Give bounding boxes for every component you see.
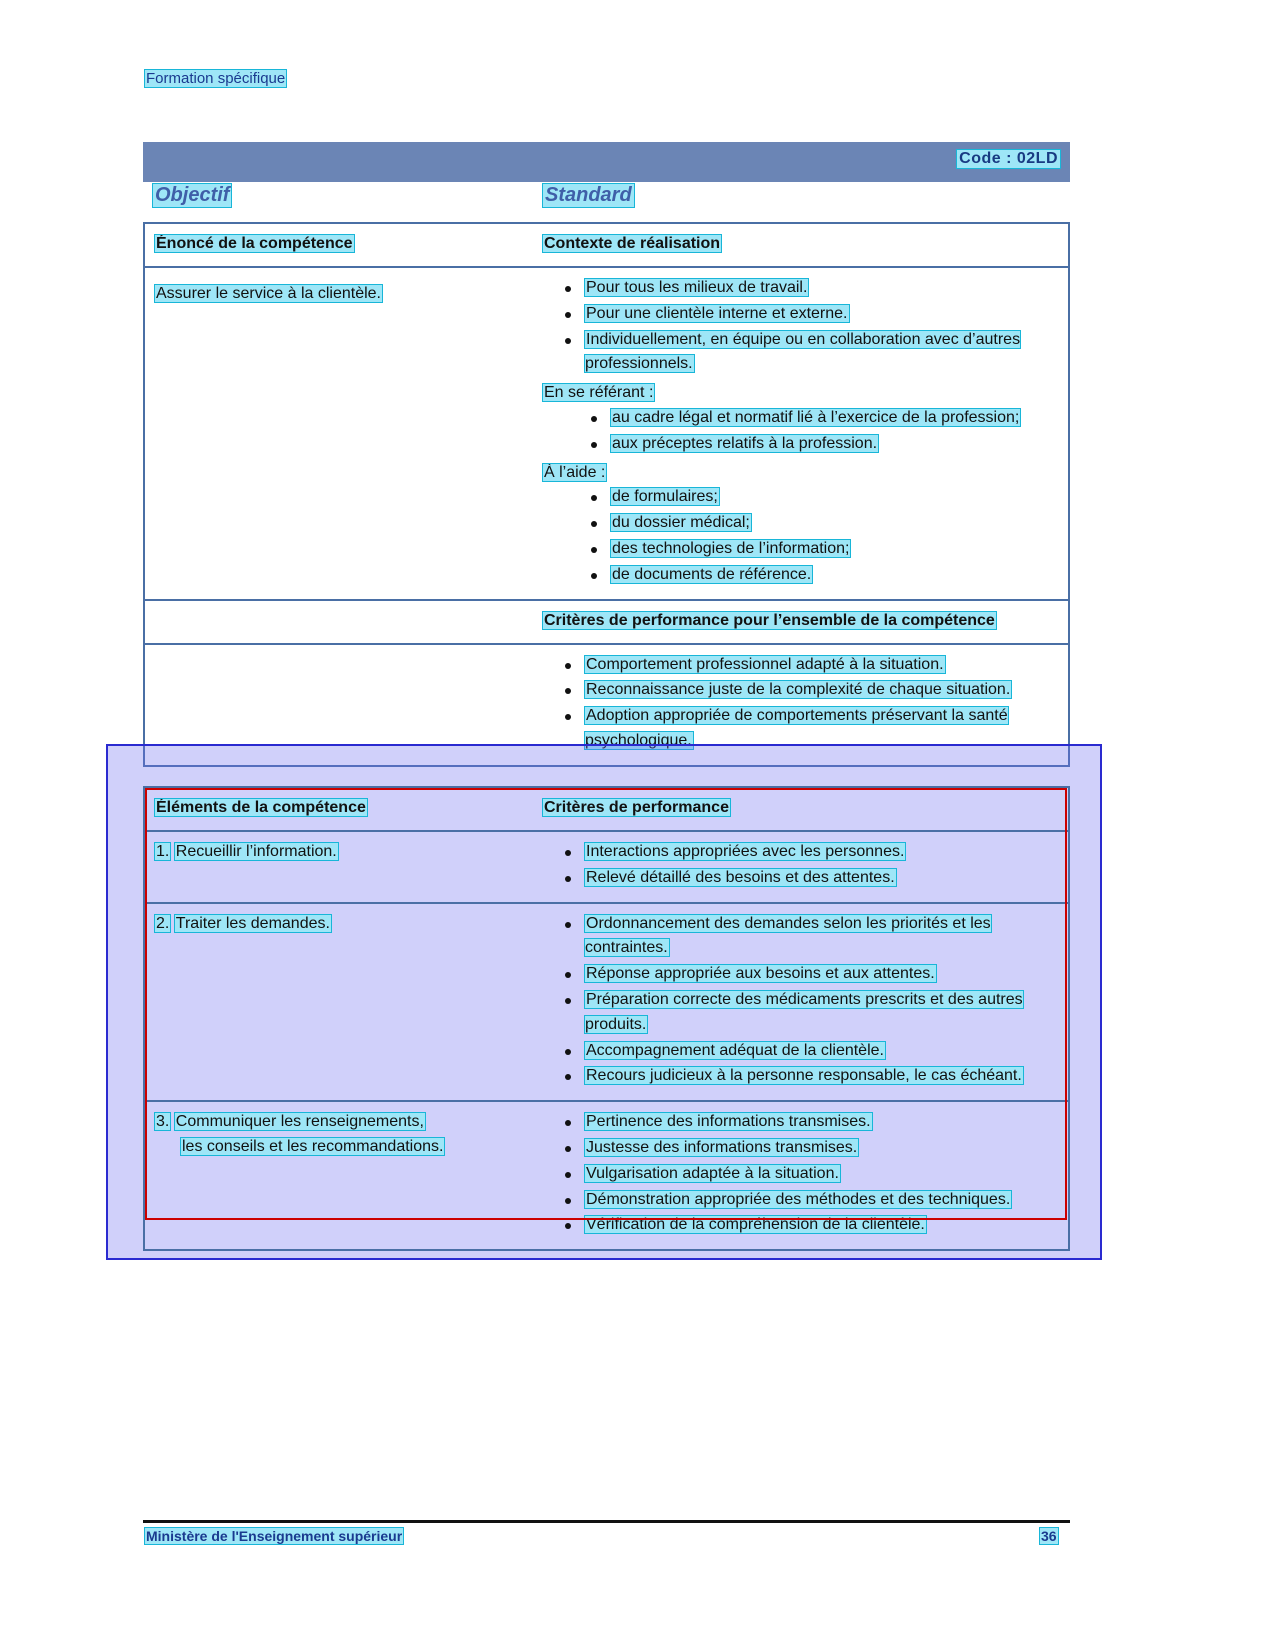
list-item: du dossier médical; [543,511,1058,536]
criteria-cell [535,832,1068,902]
elements-title-cell [145,788,535,830]
list-item: Justesse des informations transmises. [543,1136,1058,1161]
enonce-text: Assurer le service à la clientèle. [156,285,381,302]
table-row [145,832,1068,904]
contexte-title: Contexte de réalisation [544,235,721,252]
element-cell [145,1102,535,1249]
elements-title: Éléments de la compétence [156,799,366,816]
page-number: 36 [1041,1528,1057,1544]
criteres-ensemble-title-cell [535,601,1068,643]
criteria-list [543,1110,1058,1238]
footer-divider [143,1520,1070,1523]
enonce-body [145,268,535,599]
element-label: Communiquer les renseignements, [175,1113,424,1131]
element-label-continued: les conseils et les recommandations. [182,1137,444,1155]
list-item: Ordonnancement des demandes selon les priorités et les contraintes. [543,912,1058,962]
element-cell [145,904,535,1101]
list-item: Démonstration appropriée des méthodes et des techniques. [543,1188,1058,1213]
criteres-ensemble-bullets [543,653,1058,754]
criteres-ensemble-left-body [145,645,535,765]
table-row [145,904,1068,1103]
list-item: Recours judicieux à la personne responsable, le cas échéant. [543,1064,1058,1089]
criteria-cell [535,1102,1068,1249]
section-enonce [145,224,1068,601]
list-item: Interactions appropriées avec les personnes. [543,840,1058,865]
section-criteres-ensemble [145,601,1068,765]
contexte-bullets-top [543,276,1058,377]
contexte-bullets-1 [543,406,1058,457]
contexte-bullets-2 [543,485,1058,587]
list-item: Pour tous les milieux de travail. [543,276,1058,301]
competency-code: Code : 02LD [959,150,1058,167]
elements-header-row [145,788,1068,832]
element-number: 2. [156,914,170,932]
list-item: Vérification de la compréhension de la clientèle. [543,1213,1058,1238]
criteres-ensemble-title: Critères de performance pour l’ensemble de la compétence [544,611,995,629]
criteres-ensemble-left [145,601,535,643]
code-band [143,142,1070,182]
list-item: Comportement professionnel adapté à la situation. [543,653,1058,678]
list-item: Pertinence des informations transmises. [543,1110,1058,1135]
heading-objectif: Objectif [155,184,230,206]
element-label: Traiter les demandes. [175,914,330,932]
competency-table-bottom [143,786,1070,1251]
contexte-right-column [535,224,1068,266]
enonce-title: Énoncé de la compétence [156,235,353,252]
criteria-list [543,912,1058,1090]
running-header: Formation spécifique [146,70,286,87]
list-item: des technologies de l’information; [543,537,1058,562]
contexte-subhead-1: En se référant : [544,384,654,402]
list-item: Reconnaissance juste de la complexité de chaque situation. [543,678,1058,703]
list-item: Adoption appropriée de comportements préservant la santé psychologique. [543,704,1058,754]
element-number: 1. [156,843,170,860]
competency-table-top [143,222,1070,767]
column-headings [143,184,1070,218]
footer-ministry: Ministère de l'Enseignement supérieur [146,1528,403,1544]
list-item: Relevé détaillé des besoins et des attentes. [543,866,1058,891]
list-item: Accompagnement adéquat de la clientèle. [543,1039,1058,1064]
element-number: 3. [156,1113,170,1131]
contexte-subhead-2: À l’aide : [544,463,606,481]
heading-standard: Standard [545,184,632,206]
list-item: de formulaires; [543,485,1058,510]
criteria-list [543,840,1058,891]
criteres-title: Critères de performance [544,799,729,816]
list-item: Réponse appropriée aux besoins et aux attentes. [543,962,1058,987]
criteres-ensemble-body [535,645,1068,765]
list-item: Individuellement, en équipe ou en collaboration avec d’autres professionnels. [543,328,1058,378]
list-item: Vulgarisation adaptée à la situation. [543,1162,1058,1187]
element-label: Recueillir l’information. [175,843,337,860]
element-cell [145,832,535,902]
criteres-title-cell [535,788,1068,830]
table-row [145,1102,1068,1249]
list-item: Pour une clientèle interne et externe. [543,302,1058,327]
enonce-left-column [145,224,535,266]
contexte-body [535,268,1068,599]
criteria-cell [535,904,1068,1101]
list-item: au cadre légal et normatif lié à l’exercice de la profession; [543,406,1058,431]
list-item: de documents de référence. [543,563,1058,588]
list-item: Préparation correcte des médicaments prescrits et des autres produits. [543,988,1058,1038]
list-item: aux préceptes relatifs à la profession. [543,432,1058,457]
